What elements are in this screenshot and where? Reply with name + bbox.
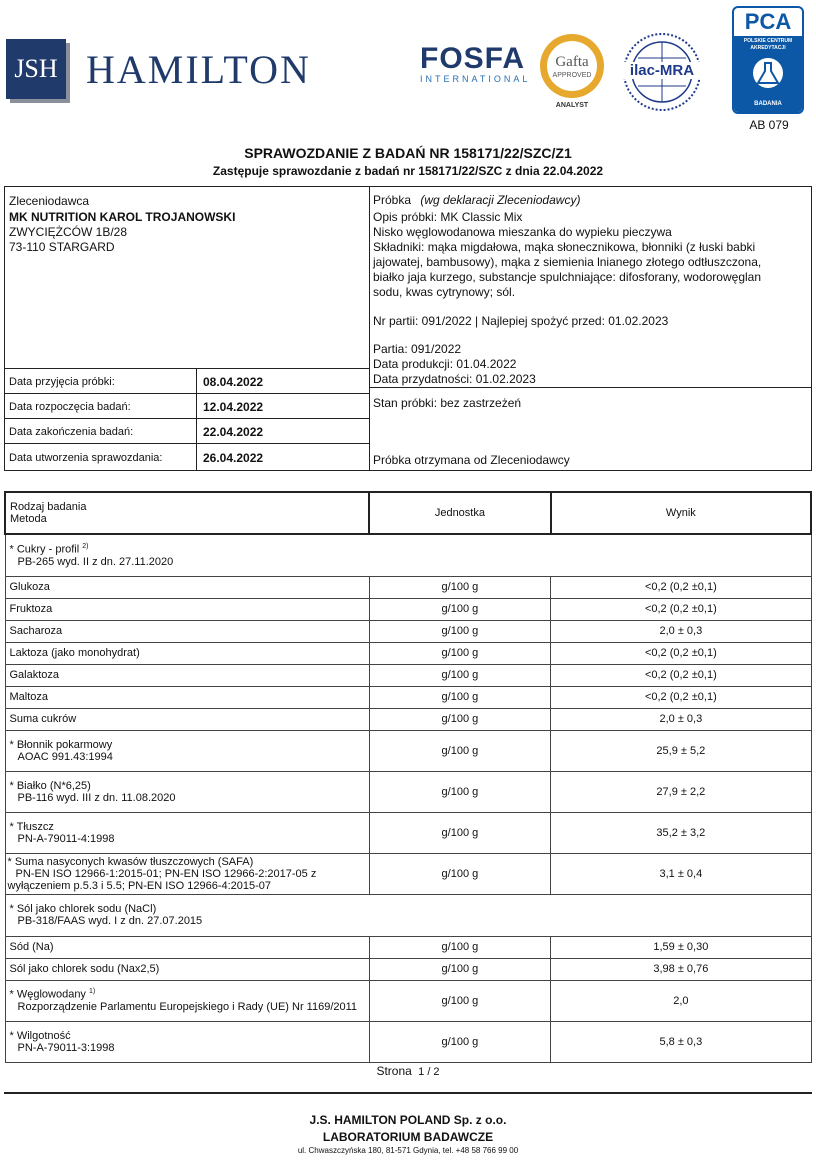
section-title	[10, 543, 807, 556]
table-row	[5, 642, 811, 664]
test-name: Suma cukrów	[5, 708, 369, 730]
test-result: 27,9 ± 2,2	[551, 771, 811, 812]
table-header-row	[5, 492, 811, 534]
column-header-method-line: Metoda	[10, 513, 47, 525]
test-result: <0,2 (0,2 ±0,1)	[551, 598, 811, 620]
date-value: 12.04.2022	[203, 400, 264, 414]
test-cell	[5, 771, 369, 812]
footnote-marker: 1)	[89, 988, 96, 996]
table-row	[5, 598, 811, 620]
table-row	[5, 936, 811, 958]
test-unit: g/100 g	[369, 980, 551, 1021]
pca-badania: BADANIA	[754, 101, 782, 107]
hamilton-mark: JSH	[6, 39, 66, 99]
table-row	[5, 812, 811, 853]
test-method: PN-A-79011-3:1998	[17, 1041, 115, 1054]
test-cell	[5, 1021, 369, 1062]
test-result: <0,2 (0,2 ±0,1)	[551, 686, 811, 708]
test-cell	[5, 980, 369, 1021]
test-name: * Błonnik pokarmowy	[9, 738, 113, 751]
sample-received-from: Próbka otrzymana od Zleceniodawcy	[373, 453, 570, 467]
test-unit: g/100 g	[369, 708, 551, 730]
test-unit: g/100 g	[369, 598, 551, 620]
test-method: Rozporządzenie Parlamentu Europejskiego i Rady (UE) Nr 1169/2011	[17, 1000, 358, 1013]
footer-lab: LABORATORIUM BADAWCZE	[322, 1130, 494, 1144]
pca-sub: POLSKIE CENTRUM AKREDYTACJI	[743, 38, 793, 51]
box-divider	[369, 187, 370, 470]
table-row	[5, 1021, 811, 1062]
table-row	[5, 980, 811, 1021]
date-rule	[5, 393, 369, 394]
date-rule	[5, 368, 369, 369]
sample-line2: Nisko węglowodanowa mieszanka do wypieku pieczywa	[373, 225, 672, 239]
test-name: Sól jako chlorek sodu (Nax2,5)	[5, 958, 369, 980]
test-result: <0,2 (0,2 ±0,1)	[551, 642, 811, 664]
section-cell	[5, 534, 811, 576]
report-title: SPRAWOZDANIE Z BADAŃ NR 158171/22/SZC/Z1	[244, 145, 572, 161]
fosfa-sub: INTERNATIONAL	[420, 74, 531, 84]
table-row	[5, 853, 811, 894]
test-result: 1,59 ± 0,30	[551, 936, 811, 958]
fosfa-name: FOSFA	[420, 42, 526, 75]
gafta-seal-icon	[537, 30, 607, 112]
footnote-marker: 2)	[82, 542, 89, 550]
date-label: Data zakończenia badań:	[9, 426, 134, 438]
test-result: 3,1 ± 0,4	[551, 853, 811, 894]
section-title: * Sól jako chlorek sodu (NaCl)	[9, 903, 157, 915]
page-number	[0, 1064, 816, 1078]
section-method: PB-265 wyd. II z dn. 27.11.2020	[17, 555, 174, 568]
date-value: 22.04.2022	[203, 425, 264, 439]
date-label: Data przyjęcia próbki:	[9, 376, 115, 388]
test-name: Laktoza (jako monohydrat)	[5, 642, 369, 664]
test-unit: g/100 g	[369, 1021, 551, 1062]
sample-label: Próbka	[373, 193, 412, 207]
test-unit: g/100 g	[369, 576, 551, 598]
test-result: 3,98 ± 0,76	[551, 958, 811, 980]
test-name: * Wilgotność	[9, 1029, 71, 1042]
column-header-test	[5, 492, 369, 534]
table-row	[5, 708, 811, 730]
test-unit: g/100 g	[369, 812, 551, 853]
accreditation-number: AB 079	[749, 118, 789, 132]
date-rule	[5, 418, 369, 419]
column-header-test-line: Rodzaj badania	[10, 501, 87, 513]
test-name: * Suma nasyconych kwasów tłuszczowych (SAFA)	[7, 855, 254, 868]
test-result: <0,2 (0,2 ±0,1)	[551, 576, 811, 598]
client-sample-box	[4, 186, 812, 471]
test-cell	[5, 812, 369, 853]
sample-production: Data produkcji: 01.04.2022	[373, 357, 517, 371]
table-row	[5, 576, 811, 598]
section-method: PB-318/FAAS wyd. I z dn. 27.07.2015	[17, 915, 203, 927]
table-row	[5, 958, 811, 980]
page-label: Strona	[376, 1064, 412, 1078]
footer-address: ul. Chwaszczyńska 180, 81-571 Gdynia, tel. +48 58 766 99 00	[297, 1146, 519, 1155]
column-header-result: Wynik	[551, 492, 811, 534]
table-row	[5, 730, 811, 771]
fosfa-logo	[420, 44, 530, 88]
sample-batch-line: Nr partii: 091/2022 | Najlepiej spożyć przed: 01.02.2023	[373, 314, 669, 328]
test-name: Sacharoza	[5, 620, 369, 642]
test-unit: g/100 g	[369, 853, 551, 894]
test-unit: g/100 g	[369, 664, 551, 686]
test-name: Fruktoza	[5, 598, 369, 620]
hamilton-wordmark: HAMILTON	[86, 46, 311, 92]
sample-state: Stan próbki: bez zastrzeżeń	[373, 396, 522, 410]
report-subtitle: Zastępuje sprawozdanie z badań nr 158171/22/SZC z dnia 22.04.2022	[212, 164, 604, 178]
test-unit: g/100 g	[369, 620, 551, 642]
test-result: <0,2 (0,2 ±0,1)	[551, 664, 811, 686]
client-name: MK NUTRITION KAROL TROJANOWSKI	[9, 210, 236, 224]
gafta-analyst: ANALYST	[555, 102, 589, 109]
table-row	[5, 771, 811, 812]
date-rule	[5, 443, 369, 444]
test-unit: g/100 g	[369, 958, 551, 980]
column-header-unit: Jednostka	[369, 492, 551, 534]
footer-divider	[4, 1092, 812, 1094]
test-name: Galaktoza	[5, 664, 369, 686]
test-result: 2,0 ± 0,3	[551, 620, 811, 642]
test-method: AOAC 991.43:1994	[17, 750, 113, 763]
date-value: 26.04.2022	[203, 451, 264, 465]
test-method: PN-EN ISO 12966-1:2015-01; PN-EN ISO 12966-2:2017-05 z	[15, 867, 317, 880]
section-cell	[5, 894, 811, 936]
test-unit: g/100 g	[369, 642, 551, 664]
table-row	[5, 664, 811, 686]
section-title-text: * Cukry - profil	[9, 543, 83, 556]
test-cell	[5, 853, 369, 894]
test-unit: g/100 g	[369, 936, 551, 958]
footer-company: J.S. HAMILTON POLAND Sp. z o.o.	[309, 1113, 507, 1127]
gafta-approved: APPROVED	[552, 72, 592, 79]
sample-partia: Partia: 091/2022	[373, 342, 462, 356]
test-unit: g/100 g	[369, 730, 551, 771]
flask-icon	[748, 56, 788, 90]
sample-ingredients: Składniki: mąka migdałowa, mąka słonecznikowa, błonniki (z łuski babki	[373, 240, 756, 254]
test-name-text: * Węglowodany	[9, 988, 89, 1001]
results-table	[4, 491, 812, 1063]
test-result: 2,0 ± 0,3	[551, 708, 811, 730]
test-unit: g/100 g	[369, 771, 551, 812]
date-divider	[196, 368, 197, 470]
ilac-text: ilac-MRA	[622, 62, 702, 79]
test-name	[10, 988, 365, 1001]
sample-note: (wg deklaracji Zleceniodawcy)	[420, 193, 581, 207]
test-method: PB-116 wyd. III z dn. 11.08.2020	[17, 791, 176, 804]
sample-ingredients: sodu, kwas cytrynowy; sól.	[373, 285, 516, 299]
test-unit: g/100 g	[369, 686, 551, 708]
test-name: * Białko (N*6,25)	[9, 779, 91, 792]
sample-description: Opis próbki: MK Classic Mix	[373, 210, 523, 224]
section-row	[5, 534, 811, 576]
pca-band	[734, 36, 802, 112]
client-street: ZWYCIĘŻCÓW 1B/28	[9, 225, 128, 239]
date-label: Data rozpoczęcia badań:	[9, 401, 131, 413]
pca-name: PCA	[744, 9, 792, 34]
page-value: 1 / 2	[418, 1066, 440, 1078]
client-city: 73-110 STARGARD	[9, 240, 115, 254]
table-row	[5, 686, 811, 708]
test-method: PN-A-79011-4:1998	[17, 832, 115, 845]
gafta-logo	[537, 30, 607, 112]
date-value: 08.04.2022	[203, 375, 264, 389]
test-name: Glukoza	[5, 576, 369, 598]
ilac-mra-logo	[620, 32, 704, 112]
section-row	[5, 894, 811, 936]
date-label: Data utworzenia sprawozdania:	[9, 452, 163, 464]
hamilton-logo	[6, 36, 326, 102]
sample-rule	[369, 387, 812, 388]
test-name: Sód (Na)	[5, 936, 369, 958]
test-result: 35,2 ± 3,2	[551, 812, 811, 853]
test-method: wyłączeniem p.5.3 i 5.5; PN-EN ISO 12966-4:2015-07	[7, 879, 272, 892]
sample-expiry: Data przydatności: 01.02.2023	[373, 372, 536, 386]
test-result: 5,8 ± 0,3	[551, 1021, 811, 1062]
sample-header	[373, 193, 580, 208]
client-label: Zleceniodawca	[9, 194, 90, 208]
test-result: 25,9 ± 5,2	[551, 730, 811, 771]
test-cell	[5, 730, 369, 771]
sample-ingredients: jajowatej, bambusowy), mąka z siemienia lnianego złotego odtłuszczona,	[373, 255, 762, 269]
pca-badge	[732, 6, 804, 114]
test-name: Maltoza	[5, 686, 369, 708]
test-result: 2,0	[551, 980, 811, 1021]
sample-ingredients: białko jaja kurzego, substancje spulchniające: difosforany, wodorowęglan	[373, 270, 762, 284]
test-name: * Tłuszcz	[9, 820, 54, 833]
table-row	[5, 620, 811, 642]
gafta-name: Gafta	[555, 54, 589, 70]
